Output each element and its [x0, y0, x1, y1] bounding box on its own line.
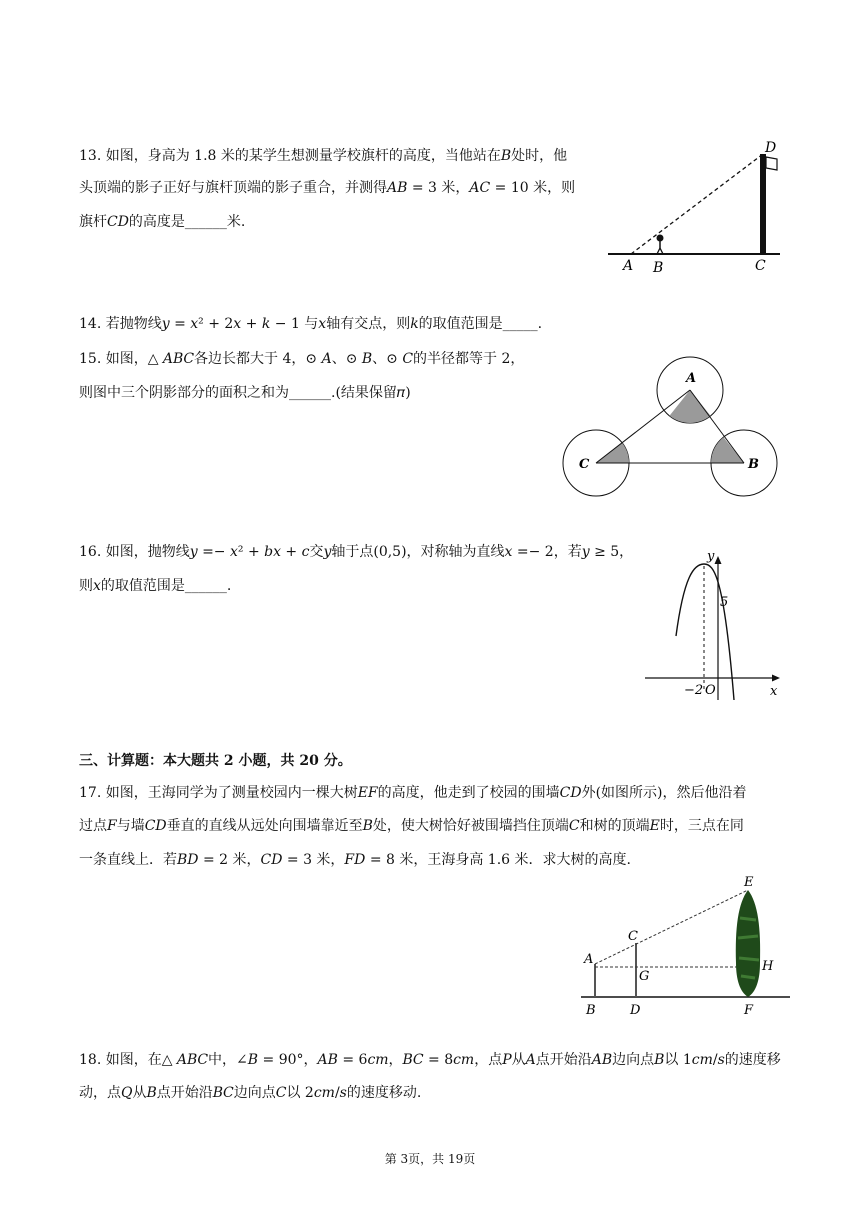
label-h: H [762, 959, 774, 974]
label-d: D [765, 140, 777, 156]
q15-line-1: 15. 如图，△ 𝐴𝐵𝐶各边长都大于 4，⊙ 𝐴、⊙ 𝐵、⊙ 𝐶的半径都等于 2， [79, 351, 525, 367]
label-a: A [623, 258, 634, 274]
label-c: C [579, 457, 590, 472]
label-x: x [770, 684, 778, 699]
q15-circles-figure [555, 350, 790, 500]
label-neg2: −2 [684, 683, 704, 698]
label-b: B [748, 457, 759, 472]
q15-line-2: 则图中三个阴影部分的面积之和为______.(结果保留𝜋) [79, 385, 411, 401]
q17-line-3: 一条直线上．若𝐵𝐷 = 2 米，𝐶𝐷 = 3 米，𝐹𝐷 = 8 米，王海身高 1.6 米．求大树的高度. [79, 852, 631, 868]
q16-line-1: 16. 如图，抛物线𝑦 =− 𝑥² + 𝑏𝑥 + 𝑐交𝑦轴于点(0,5)，对称轴为直线𝑥 =− 2，若𝑦 ≥ 5， [79, 544, 634, 560]
label-b: B [653, 260, 664, 276]
q14-text: 14. 若抛物线𝑦 = 𝑥² + 2𝑥 + 𝑘 − 1 与𝑥轴有交点，则𝑘的取值范围是_____. [79, 316, 543, 332]
label-f: F [744, 1003, 754, 1018]
student-head [657, 235, 664, 242]
label-a: A [584, 952, 594, 967]
page-number-footer: 第 3页，共 19页 [384, 1152, 476, 1166]
label-e: E [744, 875, 754, 890]
label-origin: O [705, 683, 716, 698]
label-d: D [630, 1003, 641, 1018]
q17-tree-figure [578, 868, 793, 1020]
label-y: y [707, 549, 715, 564]
tree-icon [736, 890, 760, 997]
q18-line-2: 动，点𝑄从𝐵点开始沿𝐵𝐶边向点𝐶以 2𝑐𝑚/𝑠的速度移动. [79, 1085, 422, 1101]
q16-line-2: 则𝑥的取值范围是______. [79, 578, 232, 594]
label-a: A [686, 371, 697, 386]
label-g: G [639, 969, 650, 984]
q13-line-3: 旗杆𝐶𝐷的高度是______米. [79, 214, 246, 230]
label-b: B [586, 1003, 596, 1018]
label-five: 5 [720, 595, 729, 610]
q17-line-1: 17. 如图，王海同学为了测量校园内一棵大树𝐸𝐹的高度，他走到了校园的围墙𝐶𝐷外(如图所示)，然后他沿着 [79, 785, 747, 801]
q17-line-2: 过点𝐹与墙𝐶𝐷垂直的直线从远处向围墙靠近至𝐵处，使大树恰好被围墙挡住顶端𝐶和树的顶端𝐸时，三点在同 [79, 818, 744, 834]
sector-c [596, 443, 629, 463]
label-c: C [755, 258, 766, 274]
flag-icon [766, 157, 777, 170]
sector-a [670, 390, 711, 423]
side-ac [596, 390, 690, 463]
label-c: C [628, 929, 638, 944]
shadow-dashed-line [631, 154, 763, 254]
q13-flagpole-figure [605, 140, 785, 280]
q16-parabola-figure [640, 540, 790, 710]
x-axis-arrow-icon [772, 675, 780, 682]
section-3-heading: 三、计算题：本大题共 2 小题，共 20 分。 [79, 753, 352, 769]
sight-line [595, 890, 748, 964]
q13-line-1: 13. 如图，身高为 1.8 米的某学生想测量学校旗杆的高度，当他站在𝐵处时，他 [79, 148, 568, 164]
q13-line-2: 头顶端的影子正好与旗杆顶端的影子重合，并测得𝐴𝐵 = 3 米，𝐴𝐶 = 10 米，则 [79, 180, 576, 196]
flagpole [760, 154, 766, 254]
q18-line-1: 18. 如图，在△ 𝐴𝐵𝐶中，∠𝐵 = 90°，𝐴𝐵 = 6𝑐𝑚，𝐵𝐶 = 8𝑐𝑚，点𝑃从𝐴点开始沿𝐴𝐵边向点𝐵以 1𝑐𝑚/𝑠的速度移 [79, 1052, 781, 1068]
parabola-curve [676, 564, 734, 700]
y-axis-arrow-icon [715, 556, 722, 564]
